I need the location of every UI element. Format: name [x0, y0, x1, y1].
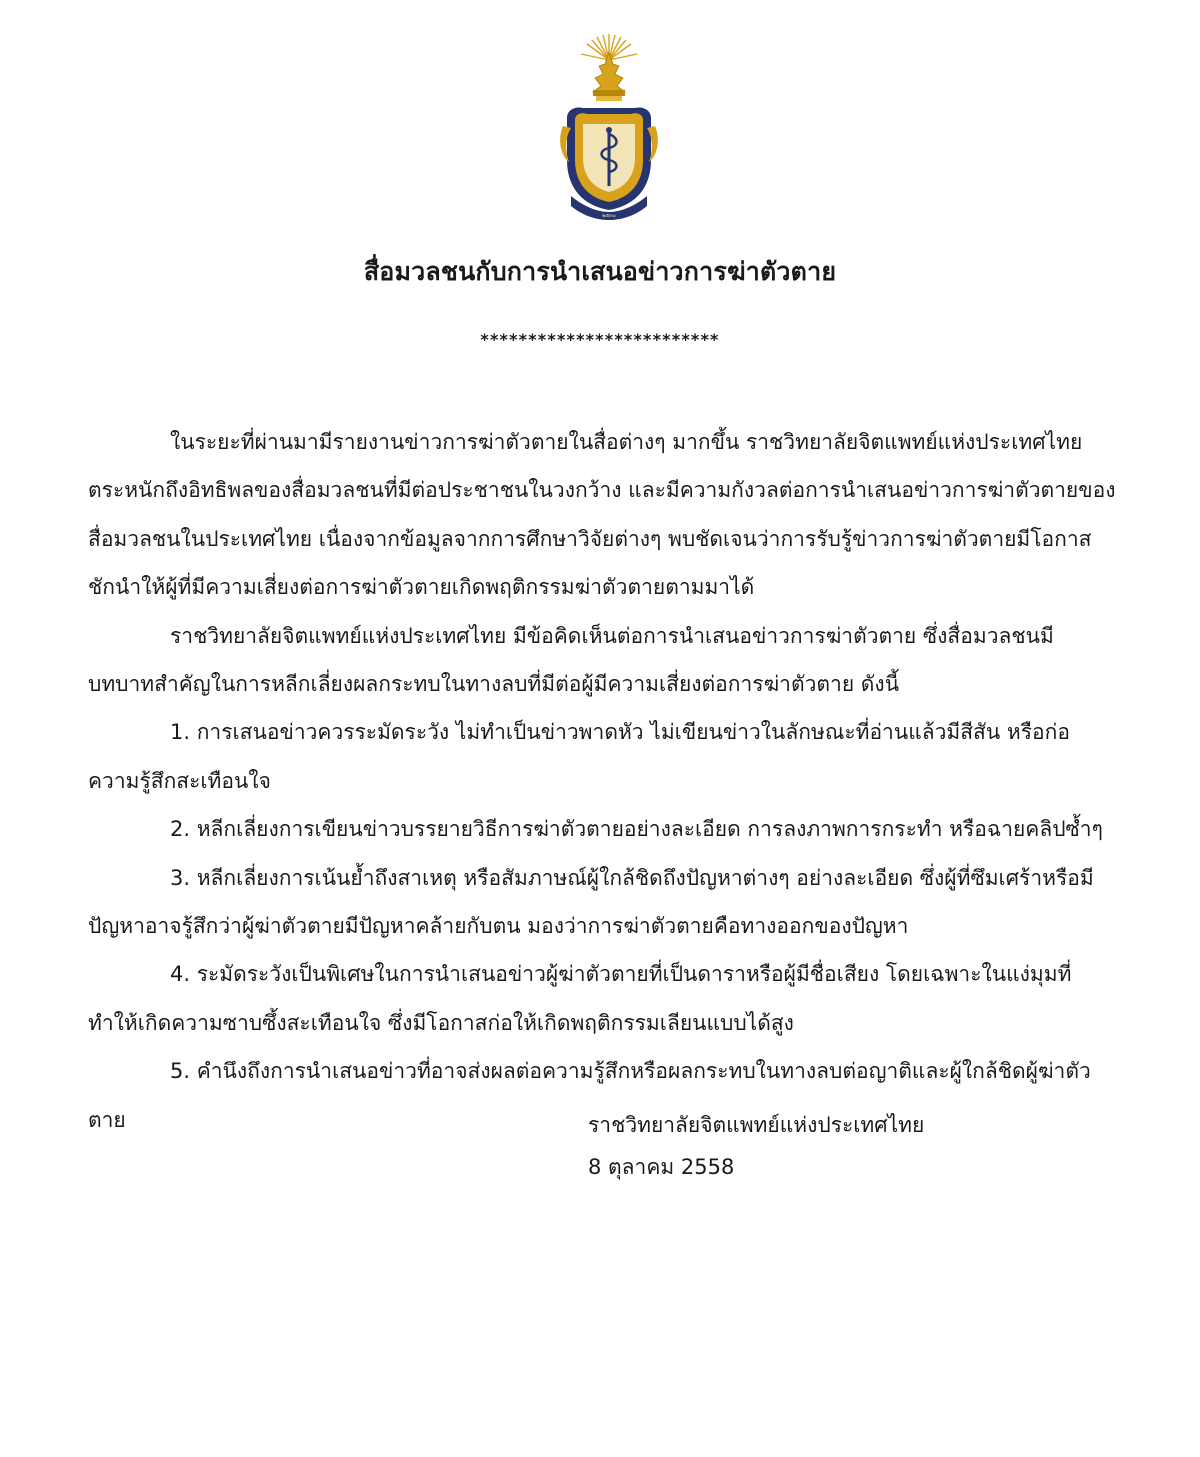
signature-block	[588, 1104, 924, 1188]
guideline-item-1: 1. การเสนอข่าวควรระมัดระวัง ไม่ทำเป็นข่าวพาดหัว ไม่เขียนข่าวในลักษณะที่อ่านแล้วมีสีสัน หรือก่อความรู้สึกสะเทือนใจ	[88, 720, 1070, 793]
position-paragraph: ราชวิทยาลัยจิตแพทย์แห่งประเทศไทย มีข้อคิดเห็นต่อการนำเสนอข่าวการฆ่าตัวตาย ซึ่งสื่อมวลชนมีบทบาทสำคัญในการหลีกเลี่ยงผลกระทบในทางลบที่มีต่อผู้มีความเสี่ยงต่อการฆ่าตัวตาย ดังนี้	[88, 623, 1054, 697]
svg-text:๒๕๓๐: ๒๕๓๐	[602, 213, 616, 219]
document-title: สื่อมวลชนกับการนำเสนอข่าวการฆ่าตัวตาย	[363, 257, 837, 286]
guideline-item-4: 4. ระมัดระวังเป็นพิเศษในการนำเสนอข่าวผู้ฆ่าตัวตายที่เป็นดาราหรือผู้มีชื่อเสียง โดยเฉพาะในแง่มุมที่ทำให้เกิดความซาบซึ้งสะเทือนใจ ซึ่งมีโอกาสก่อให้เกิดพฤติกรรมเลียนแบบได้สูง	[88, 962, 1072, 1035]
signature-organization: ราชวิทยาลัยจิตแพทย์แห่งประเทศไทย	[588, 1113, 925, 1137]
separator-line: *************************	[480, 330, 720, 349]
guideline-item-2: 2. หลีกเลี่ยงการเขียนข่าวบรรยายวิธีการฆ่าตัวตายอย่างละเอียด การลงภาพการกระทำ หรือฉายคลิปซ้ำๆ	[170, 817, 1103, 842]
signature-date: 8 ตุลาคม 2558	[588, 1155, 735, 1179]
guideline-item-3: 3. หลีกเลี่ยงการเน้นย้ำถึงสาเหตุ หรือสัมภาษณ์ผู้ใกล้ชิดถึงปัญหาต่างๆ อย่างละเอียด ซึ่งผู้ที่ซึมเศร้าหรือมีปัญหาอาจรู้สึกว่าผู้ฆ่าตัวตายมีปัญหาคล้ายกับตน มองว่าการฆ่าตัวตายคือทางออกของปัญหา	[88, 865, 1094, 939]
intro-paragraph: ในระยะที่ผ่านมามีรายงานข่าวการฆ่าตัวตายในสื่อต่างๆ มากขึ้น ราชวิทยาลัยจิตแพทย์แห่งประเทศไทยตระหนักถึงอิทธิพลของสื่อมวลชนที่มีต่อประชาชนในวงกว้าง และมีความกังวลต่อการนำเสนอข่าวการฆ่าตัวตายของสื่อมวลชนในประเทศไทย เนื่องจากข้อมูลจากการศึกษาวิจัยต่างๆ พบชัดเจนว่าการรับรู้ข่าวการฆ่าตัวตายมีโอกาสชักนำให้ผู้ที่มีความเสี่ยงต่อการฆ่าตัวตายเกิดพฤติกรรมฆ่าตัวตายตามมาได้	[88, 430, 1116, 600]
guideline-item-5: 5. คำนึงถึงการนำเสนอข่าวที่อาจส่งผลต่อความรู้สึกหรือผลกระทบในทางลบต่อญาติและผู้ใกล้ชิดผู้ฆ่าตัวตาย	[88, 1059, 1091, 1132]
college-emblem-icon	[553, 30, 661, 220]
document-body	[88, 418, 1118, 1144]
